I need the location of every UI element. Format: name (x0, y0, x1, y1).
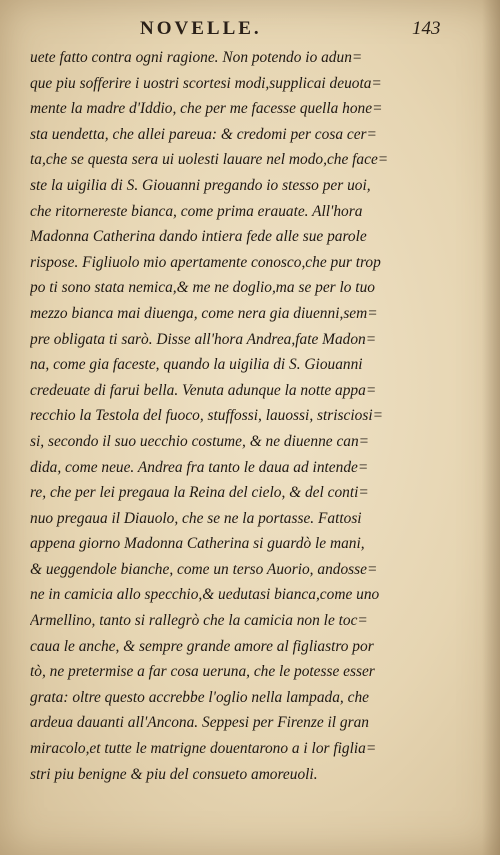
text-line: credeuate di farui bella. Venuta adunque la notte appa= (30, 381, 377, 399)
text-line: na, come gia faceste, quando la uigilia di S. Giouanni (30, 356, 363, 374)
page-number: 143 (412, 18, 441, 39)
text-line: grata: oltre questo accrebbe l'oglio nella lampada, che (30, 688, 369, 706)
text-line: ardeua dauanti all'Ancona. Seppesi per Firenze il gran (30, 714, 369, 732)
text-line: po ti sono stata nemica,& me ne doglio,ma se per lo tuo (30, 279, 375, 297)
text-line: sta uendetta, che allei pareua: & credomi per cosa cer= (30, 125, 377, 143)
text-line: ste la uigilia di S. Giouanni pregando io stesso per uoi, (30, 176, 371, 194)
text-line: miracolo,et tutte le matrigne douentarono a i lor figlia= (30, 740, 377, 758)
text-line: & ueggendole bianche, come un terso Auorio, andosse= (30, 560, 378, 578)
text-line: recchio la Testola del fuoco, stuffossi, lauossi, strisciosi= (30, 407, 383, 425)
text-line: Armellino, tanto si rallegrò che la camicia non le toc= (30, 612, 368, 630)
text-line: ta,che se questa sera ui uolesti lauare nel modo,che face= (30, 151, 389, 169)
page-header (0, 18, 500, 48)
running-head: NOVELLE. (140, 18, 262, 39)
text-line: que piu sofferire i uostri scortesi modi,supplicai deuota= (30, 74, 382, 92)
text-line: Madonna Catherina dando intiera fede alle sue parole (30, 228, 367, 246)
text-line: dida, come neue. Andrea fra tanto le daua ad intende= (30, 458, 369, 476)
text-line: nuo pregaua il Diauolo, che se ne la portasse. Fattosi (30, 509, 362, 527)
text-line: rispose. Figliuolo mio apertamente conosco,che pur trop (30, 253, 381, 271)
text-line: appena giorno Madonna Catherina si guardò le mani, (30, 535, 365, 553)
page-edge-shadow (482, 0, 500, 855)
text-line: tò, ne pretermise a far cosa ueruna, che le potesse esser (30, 663, 375, 681)
text-line: mente la madre d'Iddio, che per me facesse quella hone= (30, 100, 383, 118)
text-line: si, secondo il suo uecchio costume, & ne diuenne can= (30, 432, 370, 450)
text-line: pre obligata ti sarò. Disse all'hora Andrea,fate Madon= (30, 330, 377, 348)
body-text (30, 45, 475, 787)
text-line: caua le anche, & sempre grande amore al figliastro por (30, 637, 374, 655)
text-line: re, che per lei pregaua la Reina del cielo, & del conti= (30, 484, 369, 502)
text-line: uete fatto contra ogni ragione. Non potendo io adun= (30, 49, 363, 66)
text-line: stri piu benigne & piu del consueto amoreuoli. (30, 765, 318, 783)
text-line: ne in camicia allo specchio,& uedutasi bianca,come uno (30, 586, 380, 604)
text-line: che ritornereste bianca, come prima erauate. All'hora (30, 202, 363, 220)
text-line: mezzo bianca mai diuenga, come nera gia diuenni,sem= (30, 304, 378, 322)
